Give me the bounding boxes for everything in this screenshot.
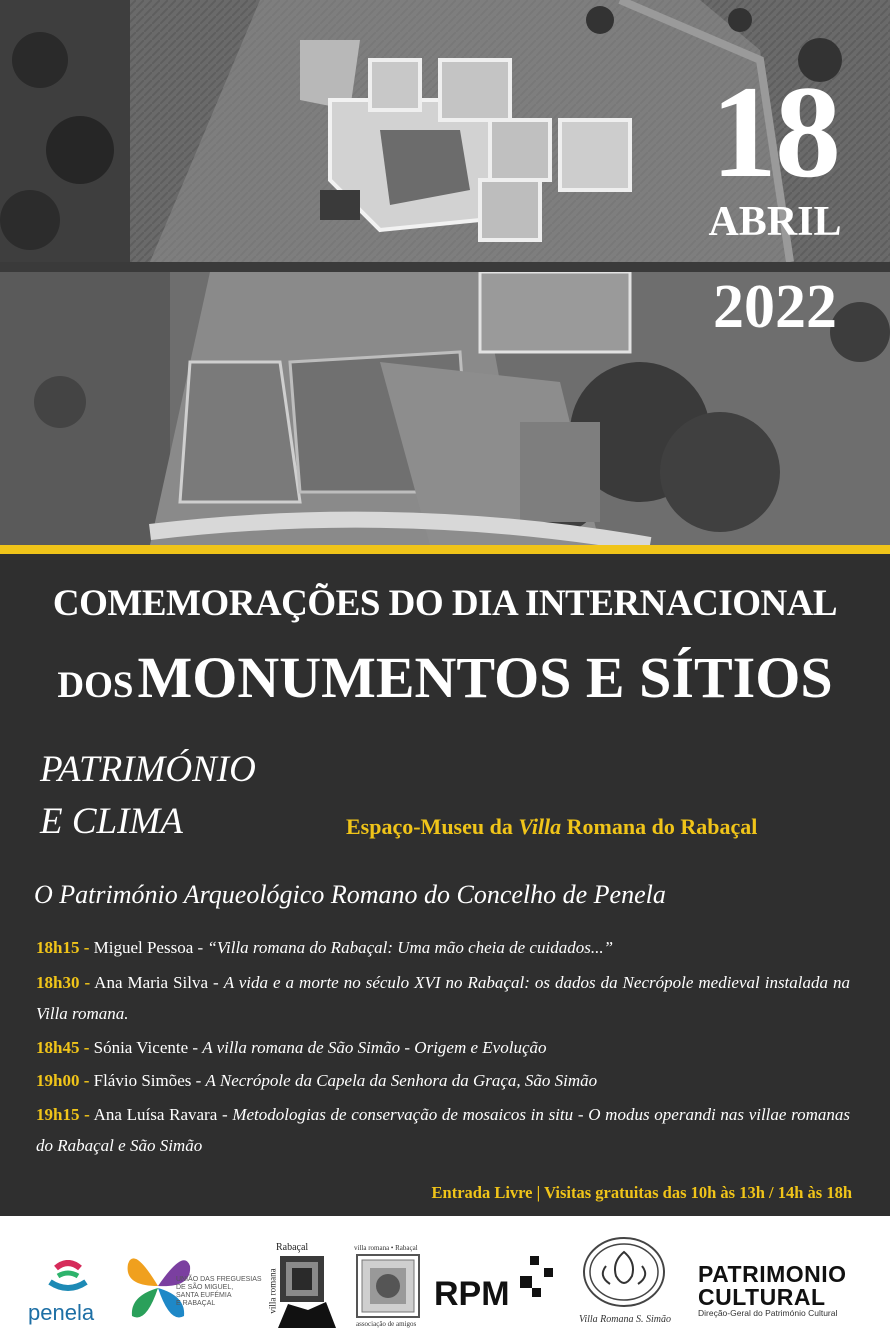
- title-dos: DOS: [57, 665, 134, 706]
- date-month: ABRIL: [708, 199, 842, 245]
- program-title: A villa romana de São Simão - Origem e Evolução: [202, 1038, 547, 1057]
- program-speaker: Ana Luísa Ravara -: [93, 1105, 228, 1124]
- program-time: 18h15 -: [36, 938, 90, 957]
- villa-rabacal-side: villa romana: [267, 1268, 278, 1314]
- mosaic-icon: [356, 1254, 420, 1318]
- theme-line2: E CLIMA: [40, 801, 183, 842]
- program-item: [36, 1065, 850, 1096]
- venue: [346, 812, 757, 842]
- photo-divider: [0, 262, 890, 272]
- uniao-line: UNIÃO DAS FREGUESIAS: [176, 1276, 262, 1283]
- penela-logo: [28, 1260, 118, 1325]
- program-title: A vida e a morte no século XVI no Rabaçal: os dados da Necrópole medieval instalada na Villa romana.: [36, 973, 851, 1023]
- ruins-icon: [278, 1254, 336, 1328]
- program-speaker: Flávio Simões -: [93, 1071, 202, 1090]
- entrance-info: Entrada Livre | Visitas gratuitas das 10h às 13h / 14h às 18h: [431, 1183, 852, 1202]
- program-time: 19h00 -: [36, 1071, 90, 1090]
- program-item: [36, 1099, 850, 1161]
- uniao-line: SANTA EUFÉMIA: [176, 1292, 232, 1299]
- program-item: [36, 1032, 850, 1063]
- program-subtitle: O Património Arqueológico Romano do Concelho de Penela: [34, 880, 666, 909]
- program-speaker: Sónia Vicente -: [93, 1038, 199, 1057]
- program-title: “Villa romana do Rabaçal: Uma mão cheia de cuidados...”: [207, 938, 614, 957]
- program-title: Metodologias de conservação de mosaicos in situ - O modus operandi nas villae romanas do Rabaçal e São Simão: [36, 1105, 851, 1155]
- program-item: [36, 932, 850, 963]
- program-speaker: Miguel Pessoa -: [93, 938, 204, 957]
- program-title: A Necrópole da Capela da Senhora da Graça, São Simão: [205, 1071, 598, 1090]
- program-item: [36, 967, 850, 1029]
- title-line2: [0, 643, 890, 728]
- uniao-text: [176, 1276, 262, 1308]
- villa-rabacal-title: Rabaçal: [276, 1242, 309, 1253]
- program-time: 18h45 -: [36, 1038, 90, 1057]
- uniao-freguesias-logo: [124, 1246, 264, 1328]
- patrimonio-line2: CULTURAL: [698, 1284, 826, 1310]
- uniao-line: DE SÃO MIGUEL,: [176, 1284, 234, 1291]
- patrimonio-line1: PATRIMONIO: [698, 1261, 847, 1287]
- title-monuments: MONUMENTOS E SÍTIOS: [137, 645, 833, 710]
- date-day: 18: [711, 58, 839, 205]
- patrimonio-cultural-logo: [698, 1262, 878, 1322]
- program-speaker: Ana Maria Silva -: [94, 973, 219, 992]
- simao-name: Villa Romana S. Simão: [578, 1314, 672, 1325]
- simao-emblem-icon: [582, 1236, 666, 1308]
- villa-simao-logo: [570, 1236, 680, 1328]
- program-time: 18h30 -: [36, 973, 91, 992]
- date-year: 2022: [713, 273, 837, 341]
- amigos-top: villa romana • Rabaçal: [354, 1244, 418, 1252]
- theme-line1: PATRIMÓNIO: [40, 749, 256, 790]
- logo-strip: [0, 1216, 890, 1335]
- villa-rabacal-logo: [268, 1242, 348, 1330]
- venue-after: Romana do Rabaçal: [561, 814, 758, 839]
- accent-bar: [0, 545, 890, 554]
- rpm-logo: [434, 1256, 554, 1316]
- uniao-line: E RABAÇAL: [176, 1300, 216, 1307]
- rpm-squares-icon: [510, 1256, 556, 1306]
- patrimonio-sub: Direção-Geral do Património Cultural: [698, 1308, 838, 1318]
- title-line1: COMEMORAÇÕES DO DIA INTERNACIONAL: [52, 583, 838, 624]
- venue-before: Espaço-Museu da: [346, 814, 519, 839]
- penela-name: penela: [28, 1300, 95, 1325]
- villa-rabacal-amigos-logo: [354, 1244, 426, 1328]
- venue-italic: Villa: [518, 814, 562, 839]
- program-time: 19h15 -: [36, 1105, 90, 1124]
- penela-mark-icon: [28, 1260, 118, 1294]
- rpm-text: RPM: [434, 1275, 510, 1313]
- amigos-bottom: associação de amigos: [356, 1320, 417, 1328]
